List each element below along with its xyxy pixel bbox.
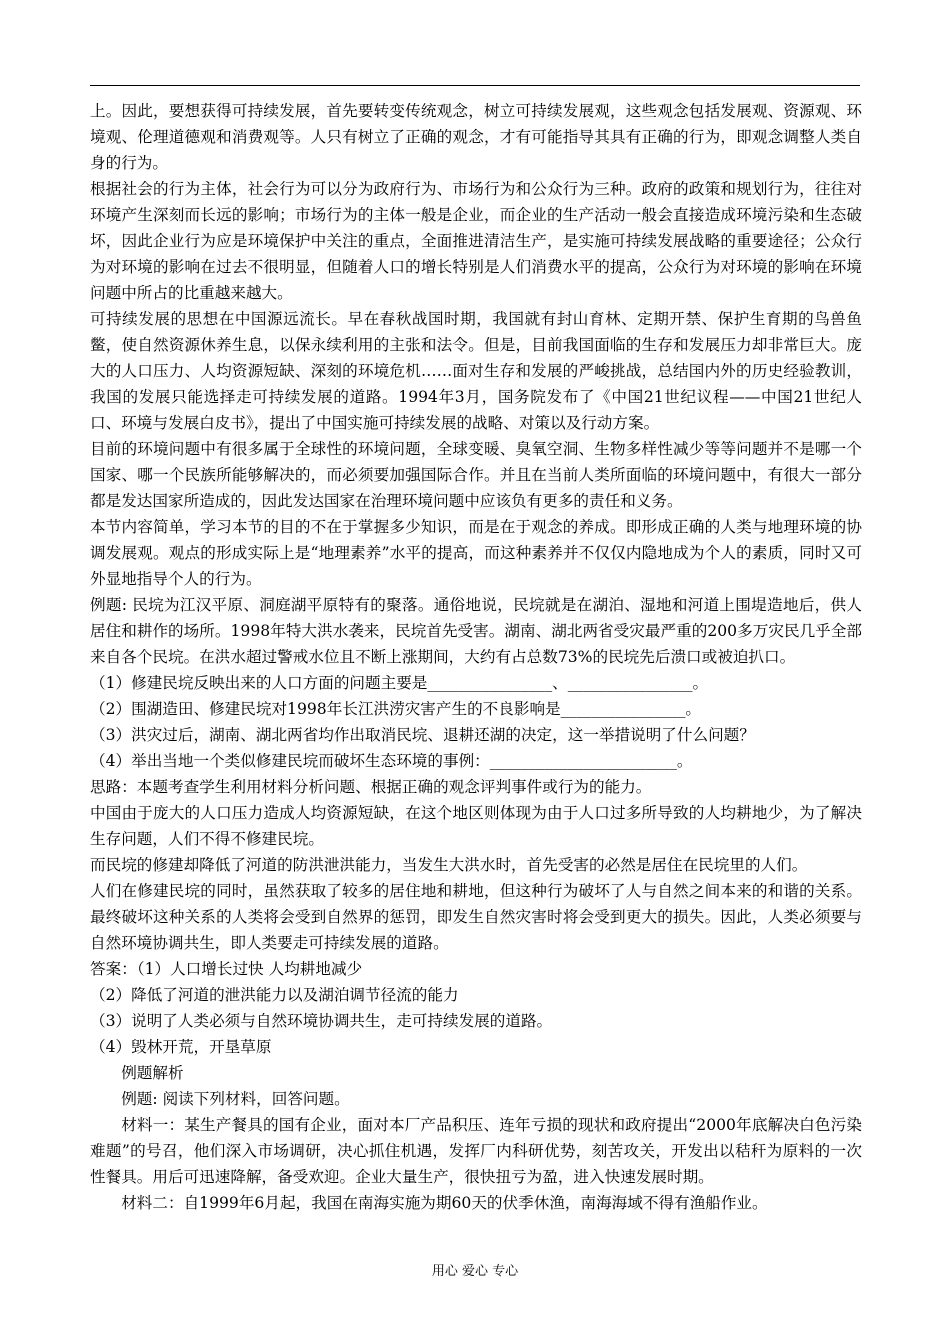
paragraph: 材料二：自1999年6月起，我国在南海实施为期60天的伏季休渔，南海海域不得有渔船作业。 [121, 1194, 768, 1212]
paragraph: （3）说明了人类必须与自然环境协调共生，走可持续发展的道路。 [90, 1012, 553, 1030]
paragraph: 思路：本题考查学生利用材料分析问题、根据正确的观念评判事件或行为的能力。 [90, 778, 652, 796]
paragraph: 本节内容简单，学习本节的目的不在于掌握多少知识，而是在于观念的养成。即形成正确的人类与地理环境的协调发展观。观点的形成实际上是“地理素养”水平的提高，而这种素养并不仅仅内隐地成为个人的素质，同时又可外显地指导个人的行为。 [90, 518, 862, 588]
paragraph: 而民垸的修建却降低了河道的防洪泄洪能力，当发生大洪水时，首先受害的必然是居住在民垸里的人们。 [90, 856, 808, 874]
header-rule [90, 85, 860, 86]
page-footer: 用心 爱心 专心 [431, 1264, 519, 1279]
paragraph: 例题: 民垸为江汉平原、洞庭湖平原特有的聚落。通俗地说，民垸就是在湖泊、湿地和河道上围堤造地后，供人居住和耕作的场所。1998年特大洪水袭来，民垸首先受害。湖南、湖北两省受灾最严重的200多万灾民几乎全部来自各个民垸。在洪水超过警戒水位且不断上涨期间，大约有占总数73%的民垸先后溃口或被迫扒口。 [90, 596, 862, 666]
paragraph: 例题解析 [121, 1064, 184, 1082]
paragraph: 材料一：某生产餐具的国有企业，面对本厂产品积压、连年亏损的现状和政府提出“2000年底解决白色污染难题”的号召，他们深入市场调研，决心抓住机遇，发挥厂内科研优势，刻苦攻关，开发出以秸秆为原料的一次性餐具。用后可迅速降解，备受欢迎。企业大量生产，很快扭亏为盈，进入快速发展时期。 [90, 1116, 862, 1186]
paragraph: （2）降低了河道的泄洪能力以及湖泊调节径流的能力 [90, 986, 459, 1004]
paragraph: 答案：（1）人口增长过快 人均耕地减少 [90, 960, 363, 978]
paragraph: 人们在修建民垸的同时，虽然获取了较多的居住地和耕地，但这种行为破坏了人与自然之间本来的和谐的关系。最终破坏这种关系的人类将会受到自然界的惩罚，即发生自然灾害时将会受到更大的损失。因此，人类必须要与自然环境协调共生，即人类要走可持续发展的道路。 [90, 882, 862, 952]
paragraph: （1）修建民垸反映出来的人口方面的问题主要是________________、________________。 [90, 674, 709, 692]
paragraph: （4）毁林开荒，开垦草原 [90, 1038, 272, 1056]
paragraph: 目前的环境问题中有很多属于全球性的环境问题，全球变暖、臭氧空洞、生物多样性减少等等问题并不是哪一个国家、哪一个民族所能够解决的，而必须要加强国际合作。并且在当前人类所面临的环境问题中，有很大一部分都是发达国家所造成的，因此发达国家在治理环境问题中应该负有更多的责任和义务。 [90, 440, 862, 510]
paragraph: 根据社会的行为主体，社会行为可以分为政府行为、市场行为和公众行为三种。政府的政策和规划行为，往往对环境产生深刻而长远的影响；市场行为的主体一般是企业，而企业的生产活动一般会直接造成环境污染和生态破坏，因此企业行为应是环境保护中关注的重点，全面推进清洁生产，是实施可持续发展战略的重要途径；公众行为对环境的影响在过去不很明显，但随着人口的增长特别是人们消费水平的提高，公众行为对环境的影响在环境问题中所占的比重越来越大。 [90, 180, 862, 302]
paragraph: 可持续发展的思想在中国源远流长。早在春秋战国时期，我国就有封山育林、定期开禁、保护生育期的鸟兽鱼鳖，使自然资源休养生息，以保永续利用的主张和法令。但是，目前我国面临的生存和发展压力却非常巨大。庞大的人口压力、人均资源短缺、深刻的环境危机……面对生存和发展的严峻挑战，总结国内外的历史经验教训，我国的发展只能选择走可持续发展的道路。1994年3月，国务院发布了《中国21世纪议程——中国21世纪人口、环境与发展白皮书》，提出了中国实施可持续发展的战略、对策以及行动方案。 [90, 310, 862, 432]
paragraph: 中国由于庞大的人口压力造成人均资源短缺，在这个地区则体现为由于人口过多所导致的人均耕地少，为了解决生存问题，人们不得不修建民垸。 [90, 804, 862, 848]
paragraph: 例题: 阅读下列材料，回答问题。 [121, 1090, 350, 1108]
paragraph: （4）举出当地一个类似修建民垸而破坏生态环境的事例：________________________。 [90, 752, 693, 770]
paragraph: （2）围湖造田、修建民垸对1998年长江洪涝灾害产生的不良影响是________________。 [90, 700, 701, 718]
paragraph: （3）洪灾过后，湖南、湖北两省均作出取消民垸、退耕还湖的决定，这一举措说明了什么问题？ [90, 726, 755, 744]
paragraph: 上。因此，要想获得可持续发展，首先要转变传统观念，树立可持续发展观，这些观念包括发展观、资源观、环境观、伦理道德观和消费观等。人只有树立了正确的观念，才有可能指导其具有正确的行为，即观念调整人类自身的行为。 [90, 102, 862, 172]
document-body [90, 98, 862, 1216]
